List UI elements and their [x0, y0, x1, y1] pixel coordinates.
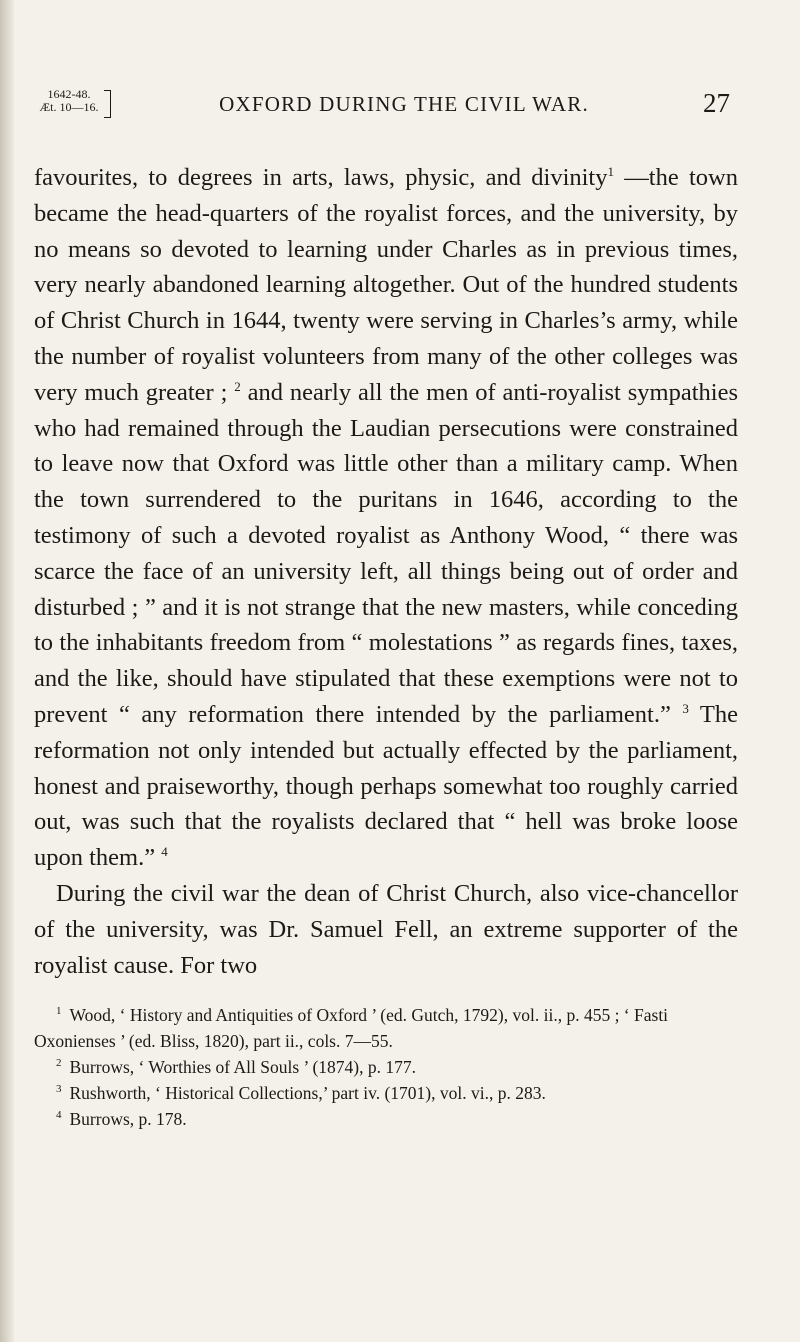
header-date-range — [34, 88, 104, 114]
footnote — [34, 1054, 738, 1080]
paragraph — [34, 876, 738, 983]
paragraph-text: and nearly all the men of anti-royalist sympathies who had remained through the Laudian persecutions were constrained to leave now that Oxford was little other than a military camp. When the town surrendered to the puritans in 1646, according to the testimony of such a devoted royalist as Anthony Wood, “ there was scarce the face of an university left, all things being out of order and disturbed ; ” and it is not strange that the new masters, while conceding to the inhabitants freedom from “ molestations ” as regards fines, taxes, and the like, should have stipulated that these exemptions were not to prevent “ any reformation there intended by the parliament.” — [34, 378, 738, 728]
paragraph-text: The reformation not only intended but actually effected by the parliament, honest and praiseworthy, though perhaps somewhat too roughly carried out, was such that the royalists declared that “ hell was broke loose upon them.” — [34, 700, 739, 872]
footnote — [34, 1002, 738, 1054]
paragraph-text: During the civil war the dean of Christ Church, also vice-chancellor of the university, was Dr. Samuel Fell, an extreme supporter of the royalist cause. For two — [34, 879, 738, 979]
footnote-number: 3 — [56, 1083, 62, 1096]
footnote-ref: 4 — [161, 843, 168, 859]
page-gutter-shadow — [0, 0, 14, 1342]
footnote — [34, 1106, 738, 1132]
header-title: OXFORD DURING THE CIVIL WAR. — [219, 92, 589, 116]
paragraph — [34, 160, 738, 876]
footnote-ref: 3 — [682, 700, 689, 716]
paragraph-text: favourites, to degrees in arts, laws, physic, and divinity — [34, 164, 608, 191]
footnote-number: 2 — [56, 1057, 62, 1070]
running-header — [34, 88, 734, 138]
footnote — [34, 1080, 738, 1106]
header-years: 1642-48. — [47, 87, 91, 101]
footnote-number: 4 — [56, 1109, 62, 1122]
footnote-text: Wood, ‘ History and Antiquities of Oxford ’ (ed. Gutch, 1792), vol. ii., p. 455 ; ‘ Fasti Oxonienses ’ (ed. Bliss, 1820), part ii., cols. 7—55. — [34, 1005, 669, 1051]
header-bracket — [104, 90, 111, 118]
header-age: Æt. 10—16. — [39, 100, 99, 114]
body-text — [34, 160, 738, 983]
footnote-text: Rushworth, ‘ Historical Collections,’ part iv. (1701), vol. vi., p. 283. — [69, 1083, 546, 1103]
footnote-number: 1 — [56, 1005, 62, 1018]
page-number: 27 — [703, 88, 730, 118]
footnote-text: Burrows, ‘ Worthies of All Souls ’ (1874), p. 177. — [69, 1057, 416, 1077]
footnotes — [34, 1002, 738, 1132]
paragraph-text: —the town became the head-quarters of the royalist forces, and the university, by no means so devoted to learning under Charles as in previous times, very nearly abandoned learning altogether. Out of the hundred students of Christ Church in 1644, twenty were serving in Charles’s army, while the number of royalist volunteers from many of the other colleges was very much greater ; — [34, 164, 738, 406]
footnote-ref: 1 — [607, 163, 614, 179]
footnote-ref: 2 — [234, 378, 241, 394]
footnote-text: Burrows, p. 178. — [69, 1109, 187, 1129]
